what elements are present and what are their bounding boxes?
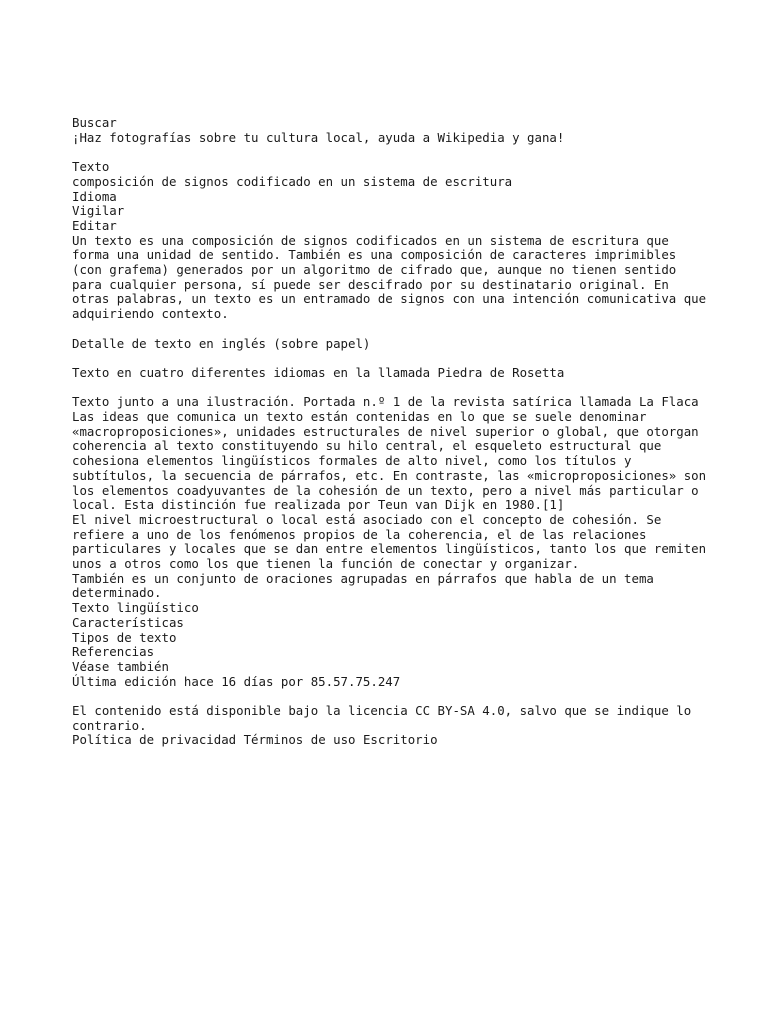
section-caracteristicas[interactable]: Características	[72, 614, 184, 630]
spacer	[72, 351, 712, 366]
section-referencias[interactable]: Referencias	[72, 644, 155, 660]
search-link[interactable]: Buscar	[72, 115, 117, 130]
language-button[interactable]: Idioma	[72, 188, 117, 204]
watch-button[interactable]: Vigilar	[72, 203, 125, 219]
footer-links	[72, 733, 712, 748]
body-paragraph: El nivel microestructural o local está asociado con el concepto de cohesión. Se refiere a uno de los fenómenos propios de la coherencia, el de las relaciones particulares y locales que se dan entre elementos lingüísticos, tanto los que remiten unos a otros como los que tienen la función de conectar y organizar.	[72, 511, 714, 572]
body-paragraph: Las ideas que comunica un texto están contenidas en lo que se suele denominar «macroproposiciones», unidades estructurales de nivel superior o global, que otorgan coherencia al texto constituyendo su hilo central, el esqueleto estructural que cohesiona elementos lingüísticos formales de alto nivel, como los títulos y subtítulos, la secuencia de párrafos, etc. En contraste, las «microproposiciones» son los elementos coadyuvantes de la cohesión de un texto, pero a nivel más particular o local. Esta distinción fue realizada por Teun van Dijk en 1980.[1]	[72, 409, 714, 513]
page-subtitle: composición de signos codificado en un sistema de escritura	[72, 173, 513, 189]
image-caption: Texto en cuatro diferentes idiomas en la llamada Piedra de Rosetta	[72, 364, 565, 380]
spacer	[72, 381, 712, 396]
banner-link[interactable]: ¡Haz fotografías sobre tu cultura local, ayuda a Wikipedia y gana!	[72, 129, 565, 145]
spacer	[72, 322, 712, 337]
desktop-view-link[interactable]: Escritorio	[362, 732, 438, 748]
image-caption: Texto junto a una ilustración. Portada n.º 1 de la revista satírica llamada La Flaca	[72, 394, 699, 410]
spacer	[72, 689, 712, 704]
page-title: Texto	[72, 159, 110, 175]
section-vease-tambien[interactable]: Véase también	[72, 658, 169, 674]
privacy-policy-link[interactable]: Política de privacidad	[72, 732, 237, 748]
image-caption: Detalle de texto en inglés (sobre papel)	[72, 335, 371, 351]
page-content	[72, 116, 712, 748]
last-edit-link[interactable]: Última edición hace 16 días por 85.57.75.247	[72, 673, 401, 689]
section-tipos-de-texto[interactable]: Tipos de texto	[72, 629, 177, 645]
body-paragraph: También es un conjunto de oraciones agrupadas en párrafos que habla de un tema determinado.	[72, 570, 662, 601]
edit-button[interactable]: Editar	[72, 217, 117, 233]
section-texto-linguistico[interactable]: Texto lingüístico	[72, 600, 199, 616]
intro-paragraph: Un texto es una composición de signos codificados en un sistema de escritura que forma una unidad de sentido. También es una composición de caracteres imprimibles (con grafema) generados por un algoritmo de cifrado que, aunque no tienen sentido para cualquier persona, sí puede ser descifrado por su destinatario original. En otras palabras, un texto es un entramado de signos con una intención comunicativa que adquiriendo contexto.	[72, 232, 714, 322]
terms-of-use-link[interactable]: Términos de uso	[243, 732, 356, 748]
license-text: El contenido está disponible bajo la licencia CC BY-SA 4.0, salvo que se indique lo contrario.	[72, 703, 699, 733]
spacer	[72, 145, 712, 160]
